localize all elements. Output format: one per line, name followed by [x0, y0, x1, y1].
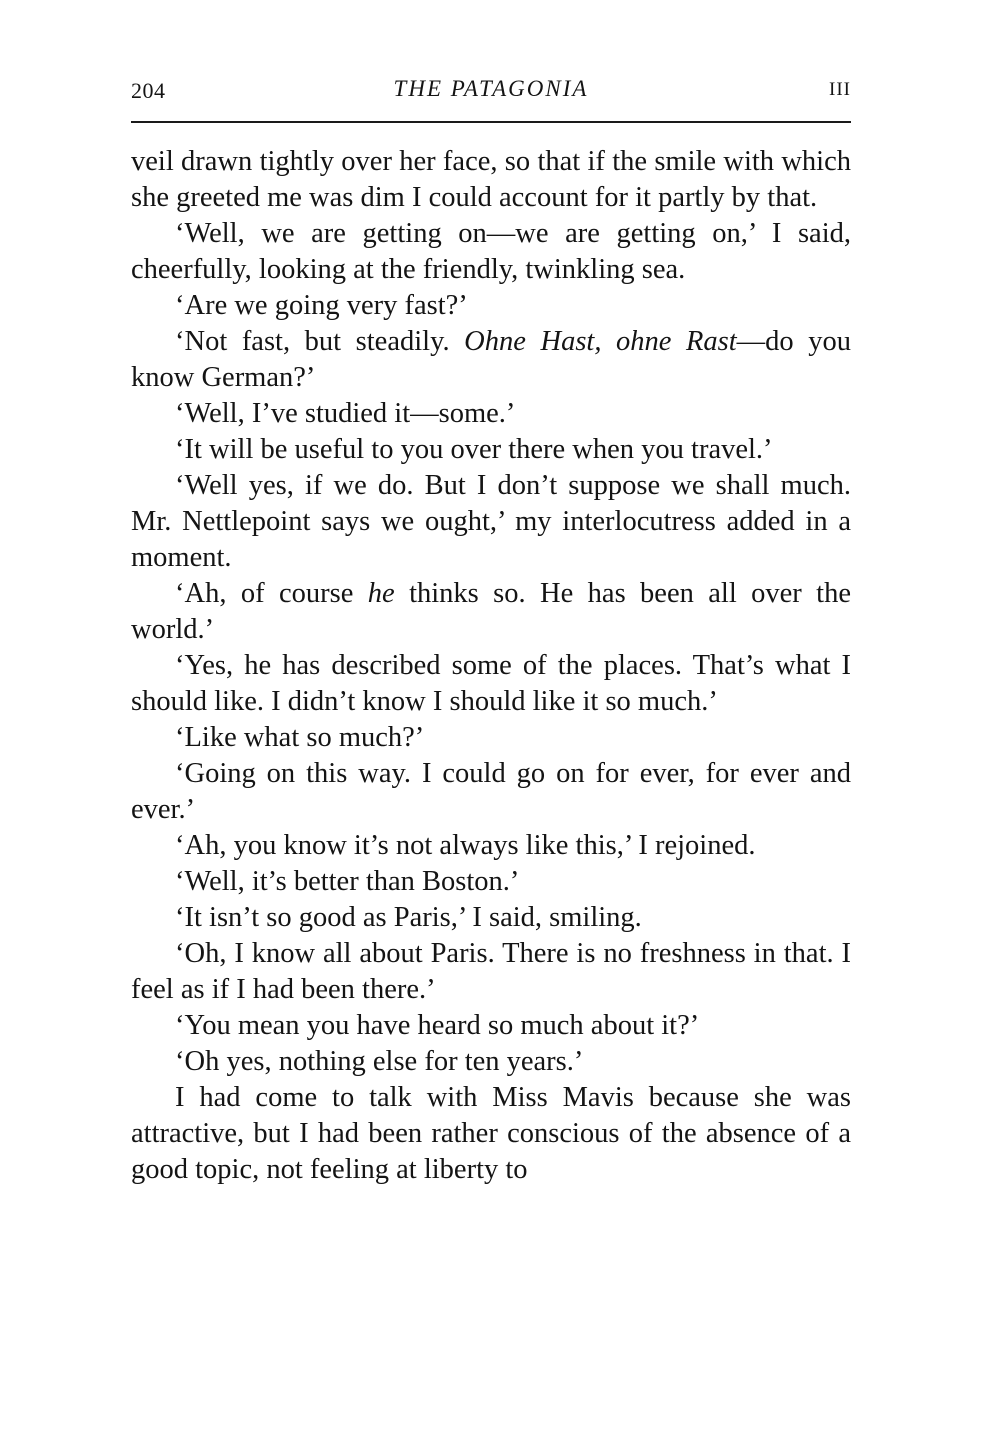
paragraph: ‘Oh, I know all about Paris. There is no freshness in that. I feel as if I had been there.’ [131, 938, 851, 1005]
page-header [131, 76, 851, 110]
paragraph: ‘Well, it’s better than Boston.’ [175, 866, 520, 897]
header-rule [131, 121, 851, 123]
paragraph: ‘It isn’t so good as Paris,’ I said, smiling. [175, 902, 642, 933]
paragraph: I had come to talk with Miss Mavis because she was attractive, but I had been rather conscious of the absence of a good topic, not feeling at liberty to [131, 1082, 851, 1185]
paragraph: ‘You mean you have heard so much about it?’ [175, 1010, 700, 1041]
paragraph: ‘Ah, you know it’s not always like this,’ I rejoined. [175, 830, 756, 861]
body-text [131, 144, 851, 1188]
paragraph: ‘Oh yes, nothing else for ten years.’ [175, 1046, 584, 1077]
paragraph: ‘Not fast, but steadily. Ohne Hast, ohne Rast—do you know German?’ [131, 326, 851, 393]
chapter-number: III [829, 79, 851, 100]
paragraph: ‘It will be useful to you over there when you travel.’ [175, 434, 773, 465]
paragraph: veil drawn tightly over her face, so that if the smile with which she greeted me was dim I could account for it partly by that. [131, 146, 851, 213]
paragraph: ‘Like what so much?’ [175, 722, 425, 753]
paragraph: ‘Well, I’ve studied it—some.’ [175, 398, 516, 429]
paragraph: ‘Yes, he has described some of the places. That’s what I should like. I didn’t know I should like it so much.’ [131, 650, 851, 717]
paragraph: ‘Are we going very fast?’ [175, 290, 468, 321]
italic-phrase: Ohne Hast, ohne Rast [464, 326, 737, 357]
italic-word: he [367, 578, 395, 609]
paragraph: ‘Well yes, if we do. But I don’t suppose we shall much. Mr. Nettlepoint says we ought,’ my interlocutress added in a moment. [131, 470, 851, 573]
paragraph: ‘Going on this way. I could go on for ever, for ever and ever.’ [131, 758, 851, 825]
page-number: 204 [131, 78, 166, 103]
paragraph: ‘Well, we are getting on—we are getting on,’ I said, cheerfully, looking at the friendly, twinkling sea. [131, 218, 851, 285]
running-title: THE PATAGONIA [393, 76, 589, 101]
paragraph: ‘Ah, of course he thinks so. He has been all over the world.’ [131, 578, 852, 645]
